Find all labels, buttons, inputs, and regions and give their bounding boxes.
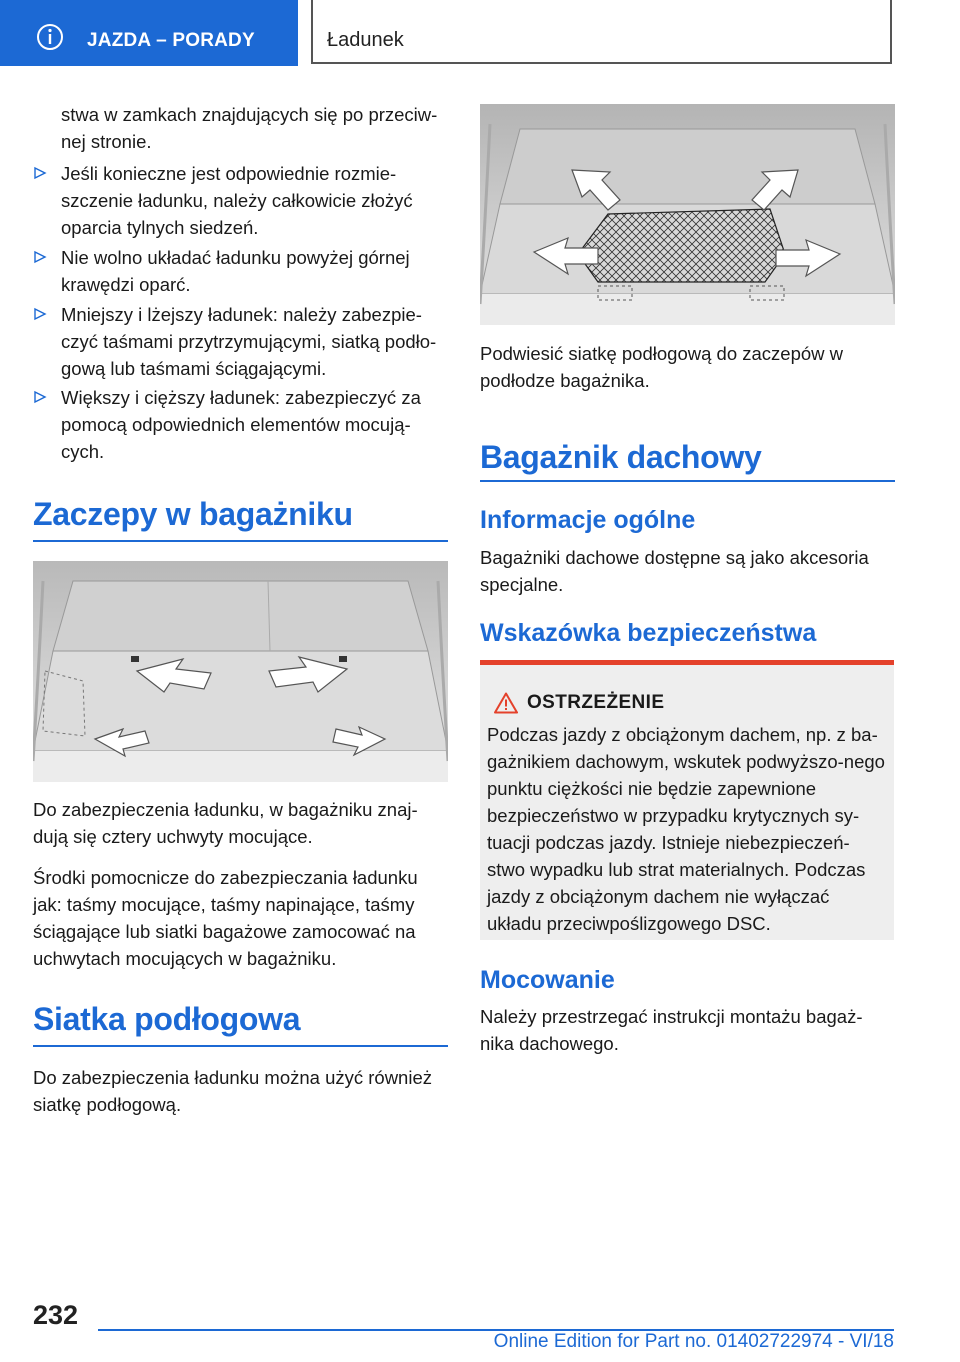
warning-triangle-icon <box>494 692 518 714</box>
list-item-text: Jeśli konieczne jest odpowiednie rozmie-szczenie ładunku, należy całkowicie złożyć oparcia tylnych siedzeń. <box>61 163 413 238</box>
info-icon <box>36 23 64 51</box>
general-paragraph: Bagażniki dachowe dostępne są jako akcesoria specjalne. <box>480 547 869 595</box>
triangle-bullet-icon <box>33 166 47 180</box>
mounting-paragraph: Należy przestrzegać instrukcji montażu bagaż-nika dachowego. <box>480 1006 863 1054</box>
heading-rule <box>33 1045 448 1047</box>
section-title: JAZDA – PORADY <box>87 30 255 51</box>
subheading-mounting: Mocowanie <box>480 966 615 994</box>
heading-anchors: Zaczepy w bagażniku <box>33 496 353 532</box>
list-item-text: Nie wolno układać ładunku powyżej górnej krawędzi oparć. <box>61 247 410 295</box>
list-item-text: Większy i cięższy ładunek: zabezpieczyć za pomocą odpowiednich elementów mocują-cych. <box>61 387 421 462</box>
footer-edition: Online Edition for Part no. 01402722974 - VI/18 <box>493 1331 894 1352</box>
list-item-text: Mniejszy i lżejszy ładunek: należy zabezpie-czyć taśmami przytrzymującymi, siatką podło-gową lub taśmami ściągającymi. <box>61 304 437 379</box>
heading-roof-rack: Bagażnik dachowy <box>480 439 762 475</box>
triangle-bullet-icon <box>33 390 47 404</box>
heading-rule <box>480 480 895 482</box>
heading-rule <box>33 540 448 542</box>
anchors-paragraph: Środki pomocnicze do zabezpieczania ładunku jak: taśmy mocujące, taśmy napinające, taśmy ściągające lub siatki bagażowe zamocować na uchwytach mocujących w bagażniku. <box>33 867 418 969</box>
heading-floor-net: Siatka podłogowa <box>33 1001 301 1037</box>
chapter-title: Ładunek <box>327 29 404 51</box>
triangle-bullet-icon <box>33 250 47 264</box>
triangle-bullet-icon <box>33 307 47 321</box>
net-caption: Podwiesić siatkę podłogową do zaczepów w podłodze bagażnika. <box>480 343 844 391</box>
trunk-anchors-image <box>33 561 448 782</box>
chapter-tab[interactable] <box>311 0 892 64</box>
page-number: 232 <box>33 1300 79 1330</box>
subheading-safety: Wskazówka bezpieczeństwa <box>480 619 817 647</box>
floor-net-paragraph: Do zabezpieczenia ładunku można użyć również siatkę podłogową. <box>33 1067 432 1115</box>
warning-title: OSTRZEŻENIE <box>527 692 665 713</box>
trunk-net-image <box>480 104 895 325</box>
warning-box <box>480 660 894 940</box>
continued-paragraph: stwa w zamkach znajdujących się po przeciw-nej stronie. <box>61 104 438 152</box>
anchors-caption: Do zabezpieczenia ładunku, w bagażniku znaj-dują się cztery uchwyty mocujące. <box>33 799 418 847</box>
subheading-general: Informacje ogólne <box>480 506 696 534</box>
warning-text: Podczas jazdy z obciążonym dachem, np. z ba-gażnikiem dachowym, wskutek podwyższo-nego punktu ciężkości nie będzie zapewnione bezpieczeństwo w przypadku krytycznych sy-tuacji podczas jazdy. Istnieje niebezpieczeń-stwo wypadku lub strat materialnych. Podczas jazdy z obciążonym dachem nie wyłączać układu przeciwpoślizgowego DSC. <box>487 724 885 934</box>
section-tab[interactable] <box>0 0 298 66</box>
